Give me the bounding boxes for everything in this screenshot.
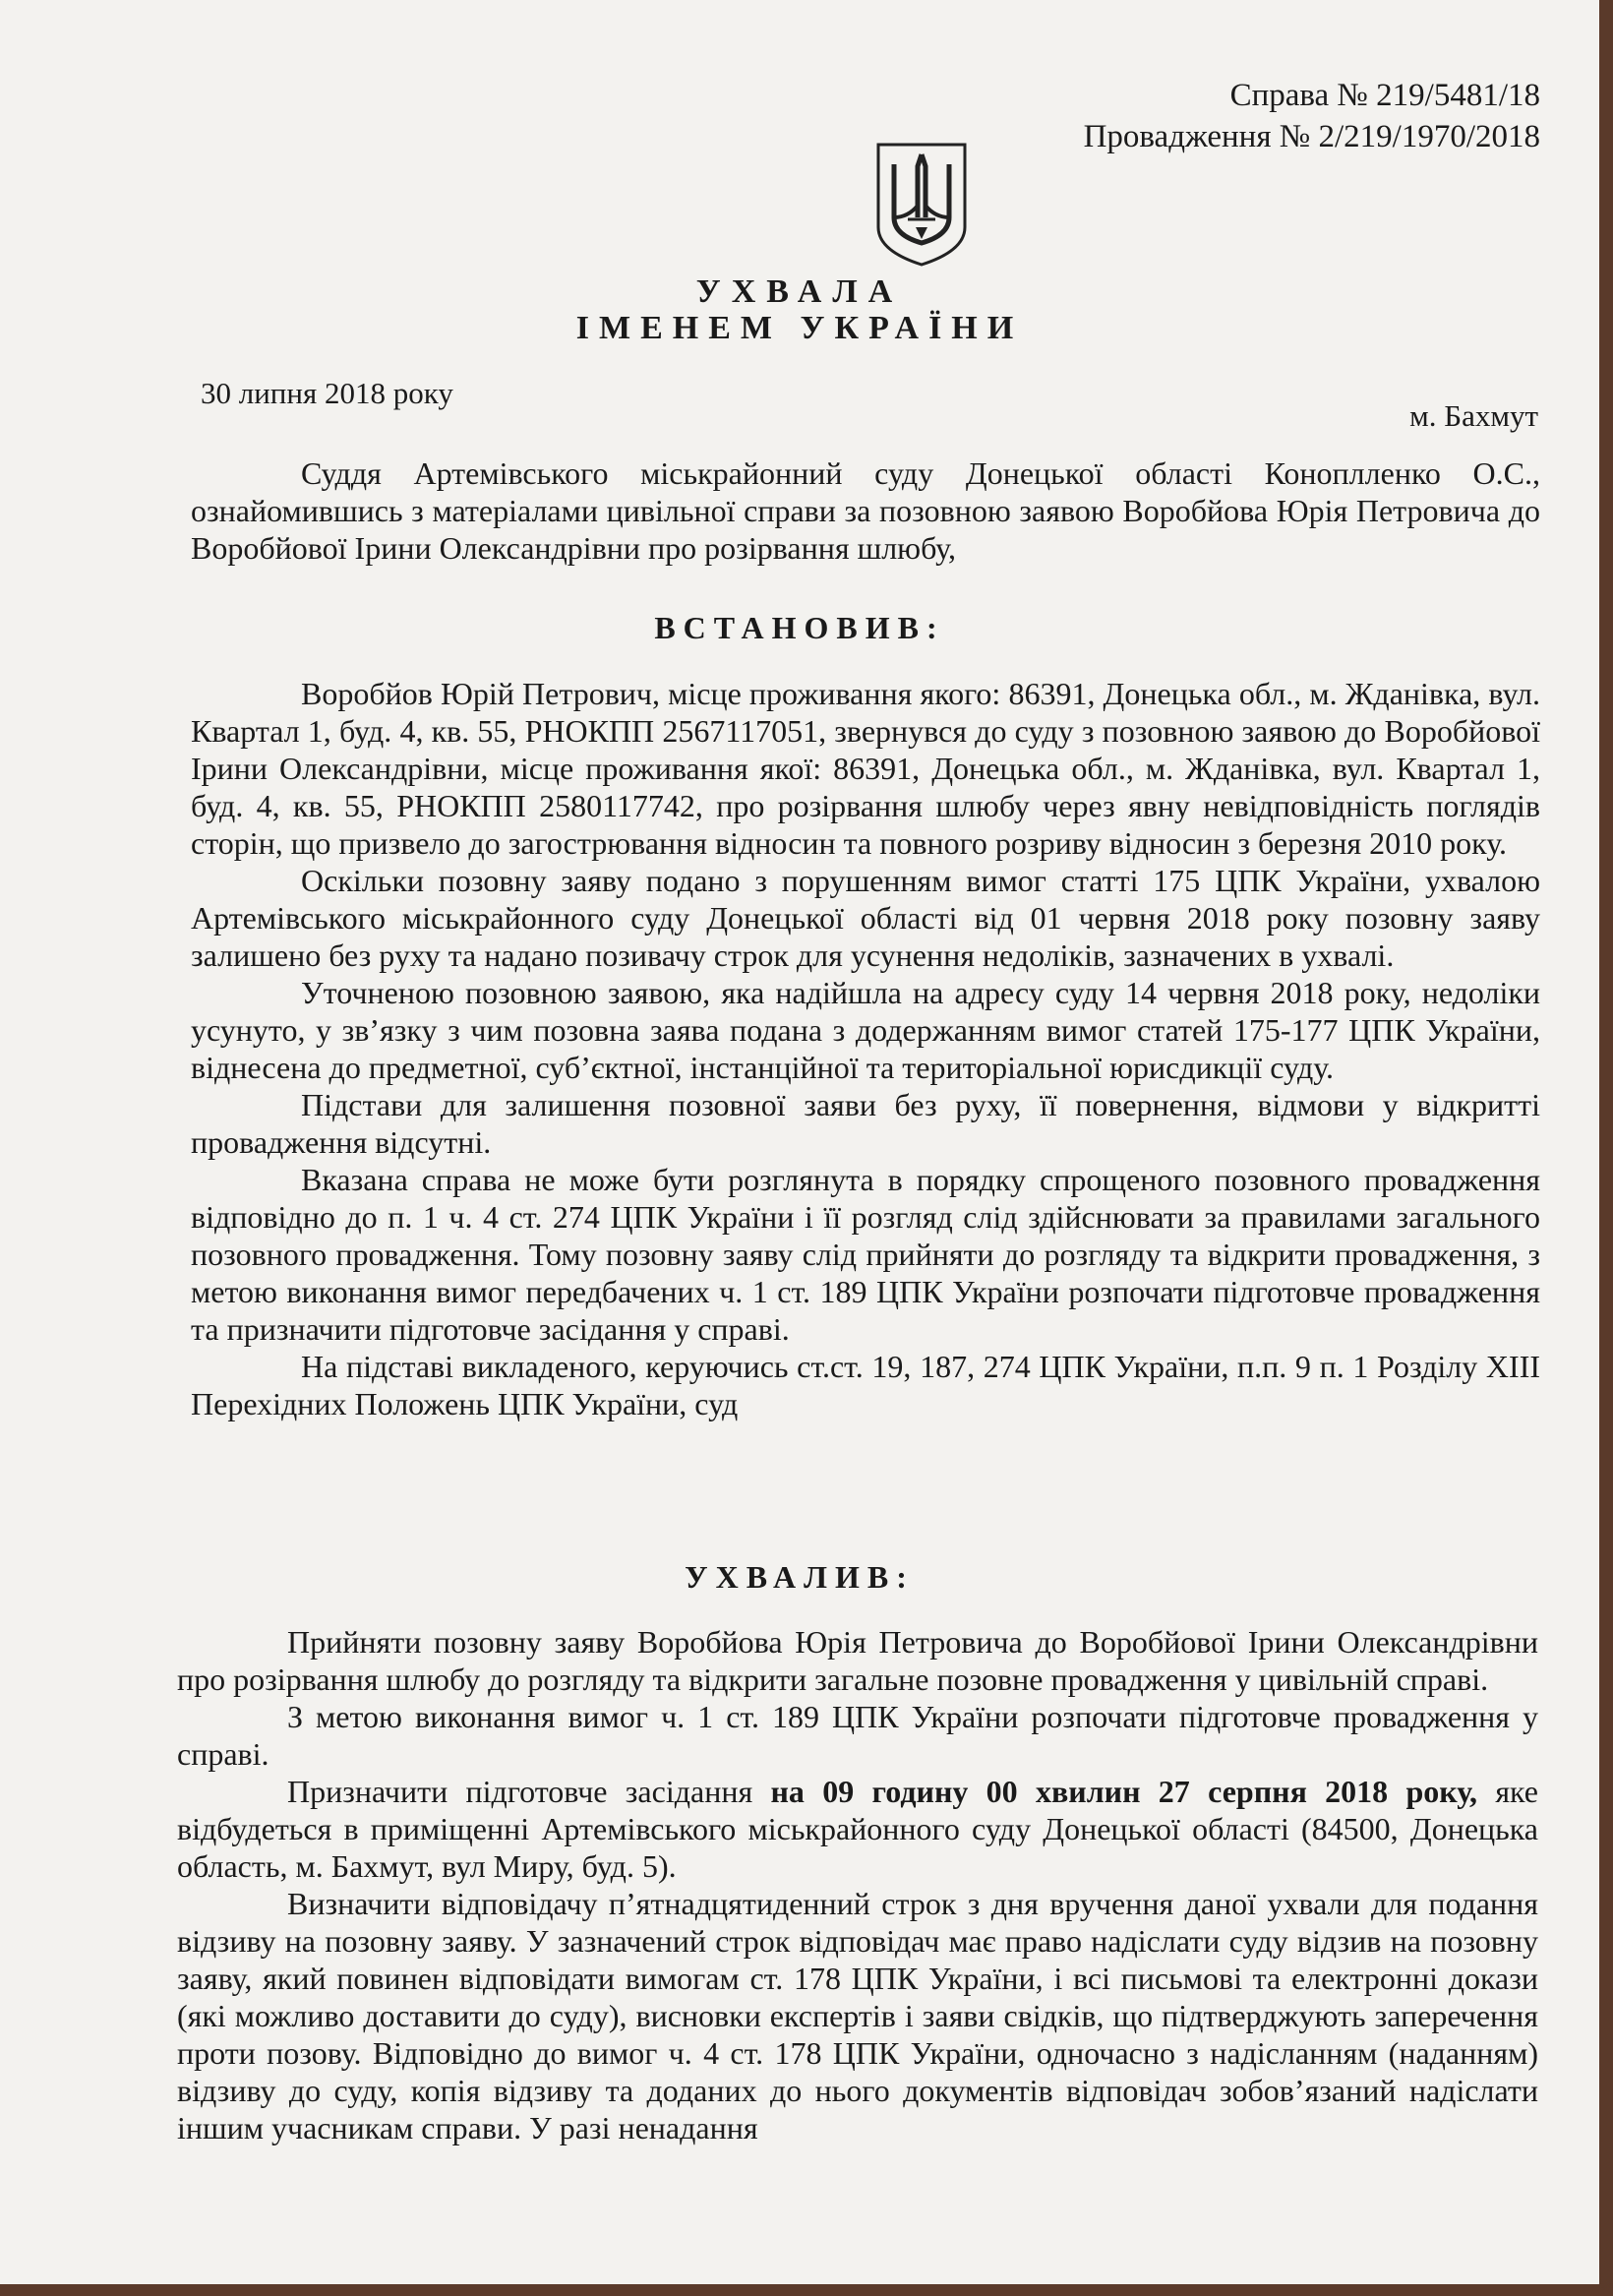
trident-coat-of-arms-icon [872, 141, 971, 269]
established-heading: ВСТАНОВИВ: [654, 610, 945, 645]
ruled-paragraph: Визначити відповідачу п’ятнадцятиденний строк з дня вручення даної ухвали для подання відзиву на позовну заяву. У зазначений строк відповідач має право надіслати суду відзив на позовну заяву, який повинен відповідати вимогам ст. 178 ЦПК України, і всі письмові та електронні докази (які можливо доставити до суду), висновки експертів і заяви свідків, що підтверджують заперечення проти позову. Відповідно до вимог ч. 4 ст. 178 ЦПК України, одночасно з надісланням (наданням) відзиву до суду, копія відзиву та доданих до нього документів відповідач зобов’язаний надіслати іншим учасникам справи. У разі ненадання [177, 1886, 1538, 2145]
hearing-text-after: яке відбудеться в приміщенні Артемівського міськрайонного суду Донецької області (84500, Донецька область, м. Бахмут, вул Миру, буд. 5). [177, 1774, 1539, 1884]
intro-paragraph: Суддя Артемівського міськрайонний суду Донецької області Коноплленко О.С., ознайомившись з матеріалами цивільної справи за позовною заявою Воробйова Юрія Петровича до Воробйової Ірини Олександрівни про розірвання шлюбу, [191, 455, 1540, 566]
ruled-heading: УХВАЛИВ: [685, 1559, 915, 1595]
established-paragraph: Вказана справа не може бути розглянута в порядку спрощеного позовного провадження відповідно до п. 1 ч. 4 ст. 274 ЦПК України і її розгляд слід здійснювати за правилами загального позовного провадження. Тому позовну заяву слід прийняти до розгляду та відкрити провадження, з метою виконання вимог передбачених ч. 1 ст. 189 ЦПК України розпочати підготовче провадження та призначити підготовче засідання у справі. [191, 1162, 1540, 1347]
ruled-paragraph: Прийняти позовну заяву Воробйова Юрія Петровича до Воробйової Ірини Олександрівни про розірвання шлюбу до розгляду та відкрити загальне позовне провадження у цивільній справі. [177, 1624, 1538, 1697]
established-paragraph: Підстави для залишення позовної заяви без руху, її повернення, відмови у відкритті провадження відсутні. [191, 1087, 1540, 1160]
document-title: УХВАЛА [695, 273, 904, 310]
ruled-paragraph: З метою виконання вимог ч. 1 ст. 189 ЦПК України розпочати підготовче провадження у справі. [177, 1699, 1538, 1772]
document-city: м. Бахмут [1409, 398, 1538, 433]
established-section [191, 675, 1540, 1422]
ruled-paragraph-hearing [177, 1773, 1538, 1885]
ruled-section [177, 1623, 1538, 2146]
established-paragraph: Уточненою позовною заявою, яка надійшла на адресу суду 14 червня 2018 року, недоліки усунуто, у зв’язку з чим позовна заява подана з додержанням вимог статей 175-177 ЦПК України, віднесена до предметної, суб’єктної, інстанційної та територіальної юрисдикції суду. [191, 975, 1540, 1085]
hearing-datetime: на 09 годину 00 хвилин 27 серпня 2018 року, [770, 1774, 1478, 1809]
proceeding-number: Провадження № 2/219/1970/2018 [1083, 119, 1540, 154]
intro-paragraph-block [191, 454, 1540, 567]
document-date: 30 липня 2018 року [201, 376, 453, 410]
hearing-text-before: Призначити підготовче засідання [287, 1774, 771, 1809]
established-paragraph: Оскільки позовну заяву подано з порушенням вимог статті 175 ЦПК України, ухвалою Артемівського міськрайонного суду Донецької області від 01 червня 2018 року позовну заяву залишено без руху та надано позивачу строк для усунення недоліків, зазначених в ухвалі. [191, 863, 1540, 973]
established-paragraph: Воробйов Юрій Петрович, місце проживання якого: 86391, Донецька обл., м. Жданівка, вул. Квартал 1, буд. 4, кв. 55, РНОКПП 2567117051, звернувся до суду з позовною заявою до Воробйової Ірини Олександрівни, місце проживання якої: 86391, Донецька обл., м. Жданівка, вул. Квартал 1, буд. 4, кв. 55, РНОКПП 2580117742, про розірвання шлюбу через явну невідповідність поглядів сторін, що призвело до загострювання відносин та повного розриву відносин з березня 2010 року. [191, 676, 1540, 861]
document-subtitle: ІМЕНЕМ УКРАЇНИ [575, 310, 1024, 346]
established-paragraph: На підставі викладеного, керуючись ст.ст. 19, 187, 274 ЦПК України, п.п. 9 п. 1 Розділу XIII Перехідних Положень ЦПК України, суд [191, 1349, 1540, 1421]
case-number: Справа № 219/5481/18 [1229, 78, 1540, 113]
case-metadata [1084, 75, 1540, 157]
